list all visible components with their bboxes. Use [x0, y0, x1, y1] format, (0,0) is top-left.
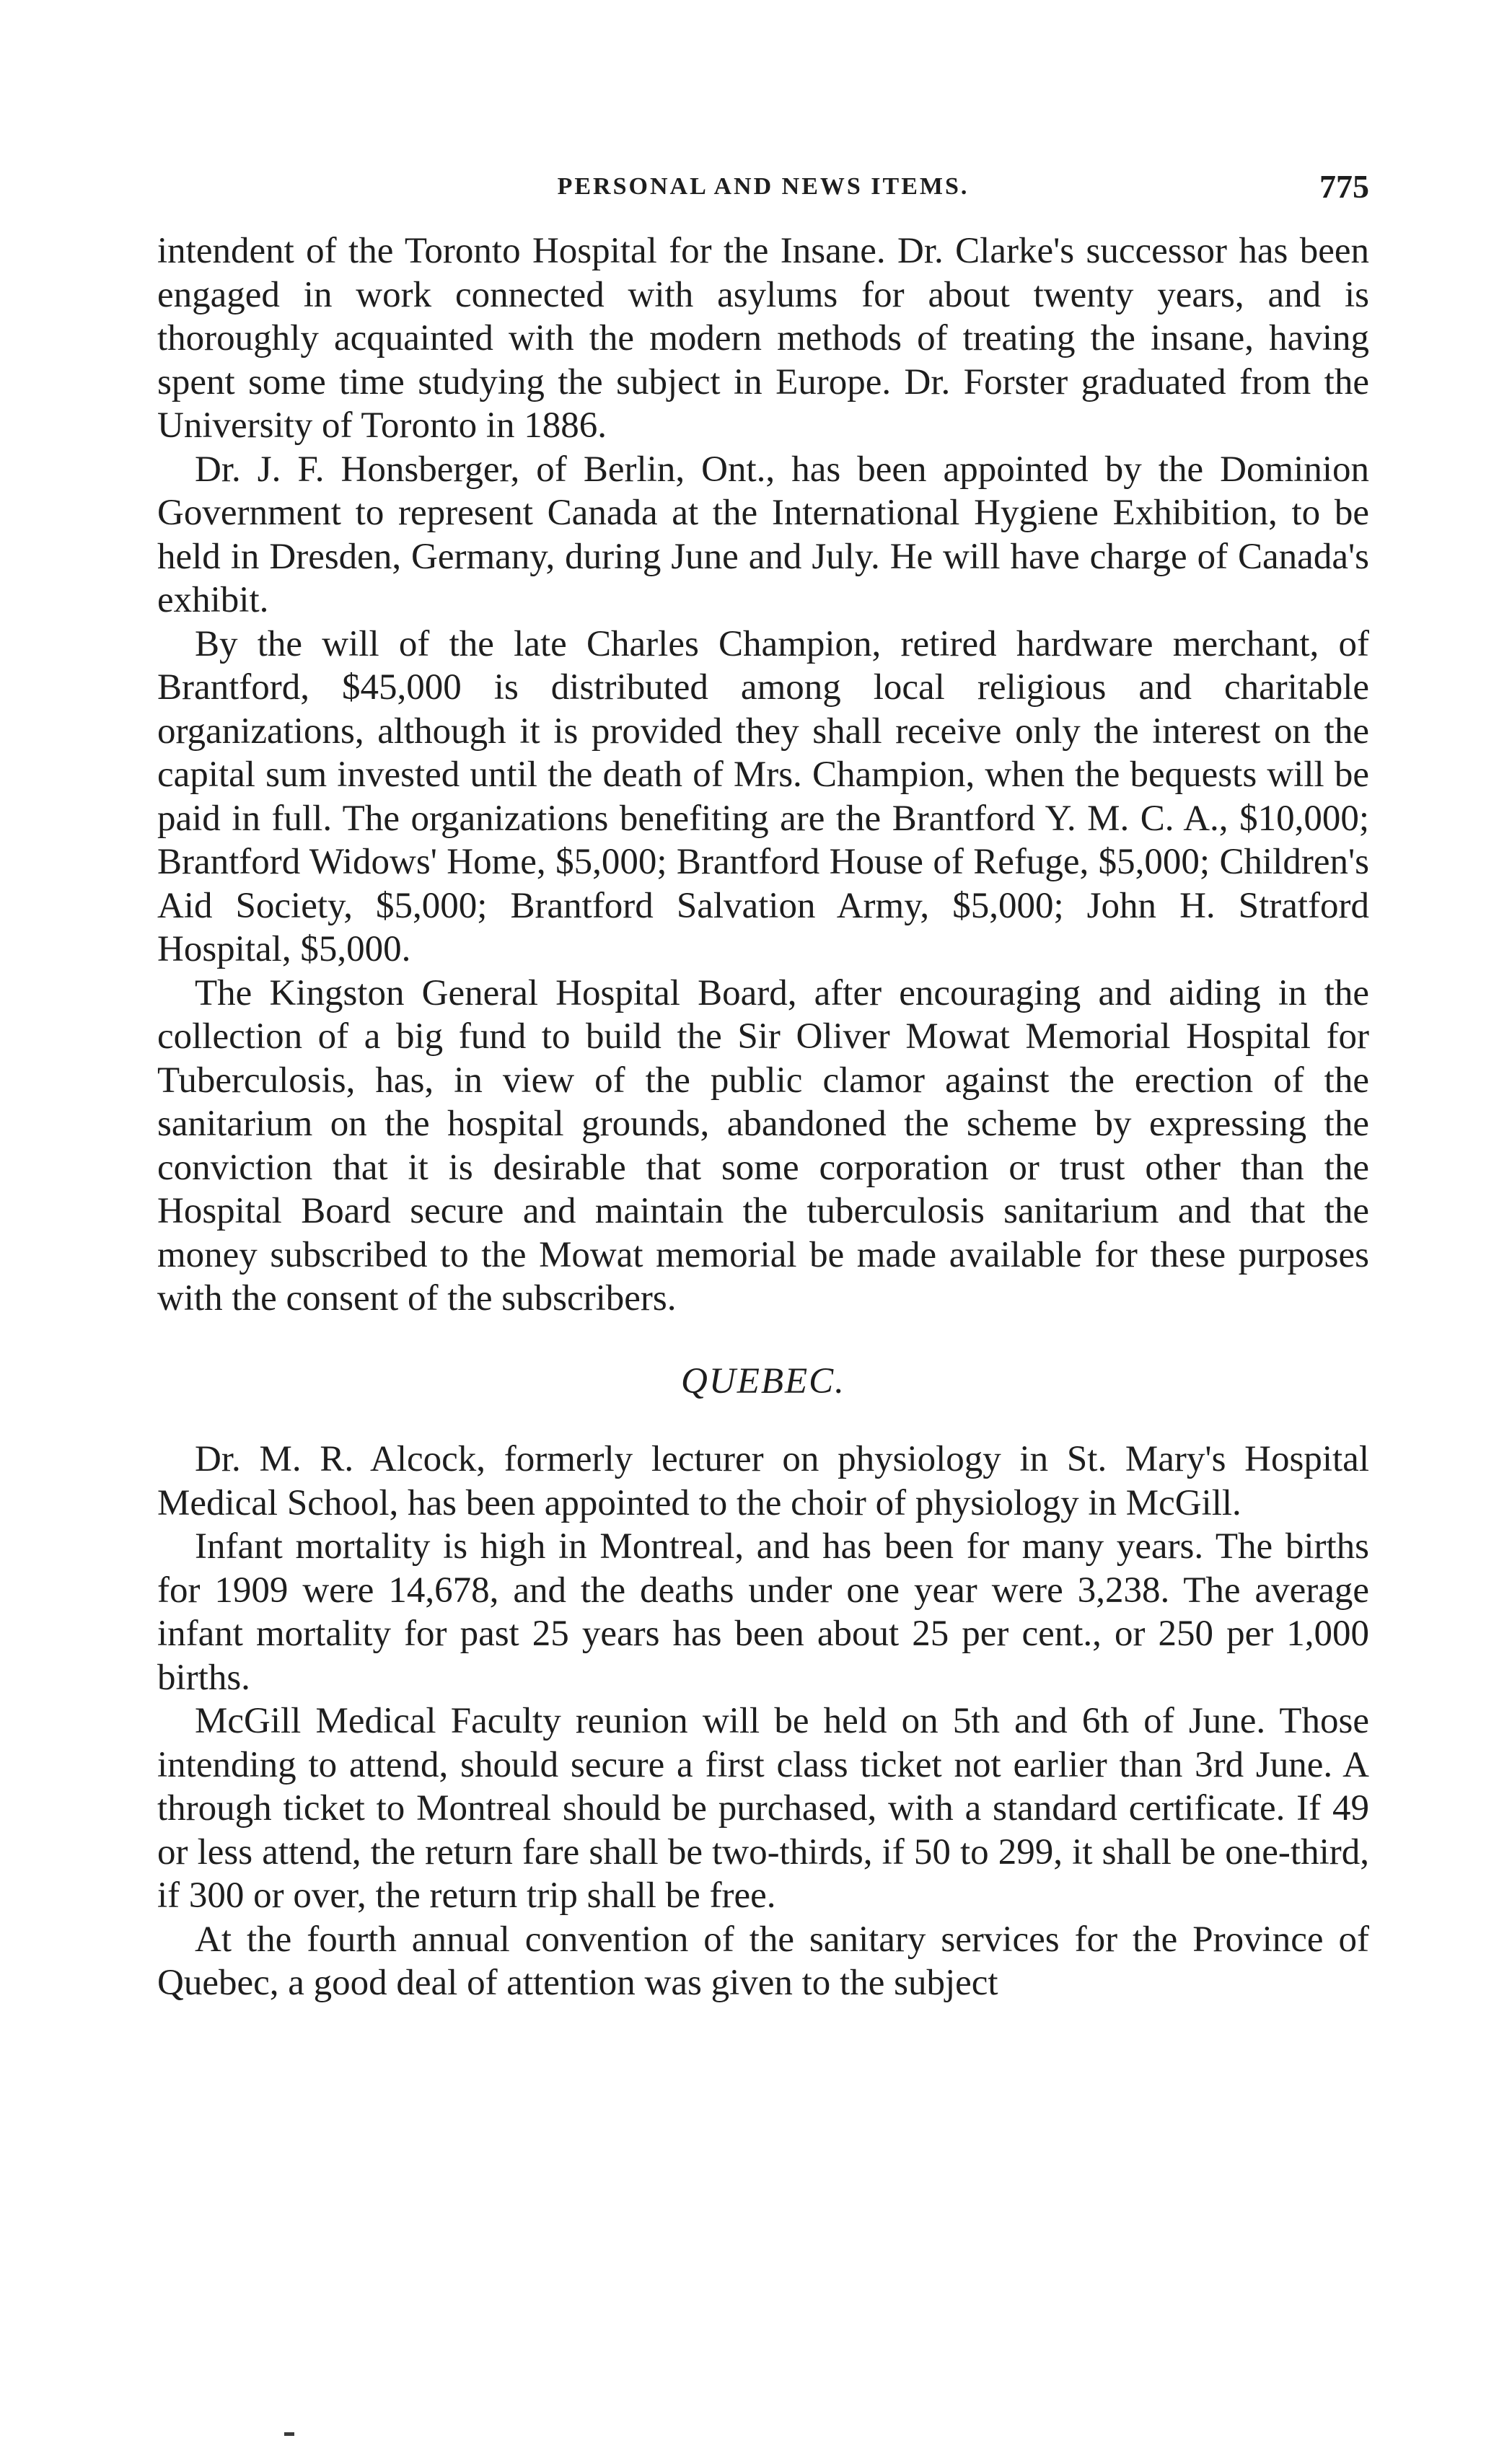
paragraph-kingston-hospital: The Kingston General Hospital Board, after encouraging and aiding in the collection of a big fund to build the Sir Oliver Mowat Memorial Hospital for Tuberculosis, has, in view of the public clamor against the erection of the sanitarium on the hospital grounds, abandoned the scheme by expressing the conviction that it is desirable that some corporation or trust other than the Hospital Board secure and maintain the tuberculosis sanitarium and that the money subscribed to the Mowat memorial be made available for these purposes with the consent of the subscribers. — [157, 972, 1369, 1319]
page-body — [157, 229, 1369, 2005]
page-number: 775 — [1319, 168, 1369, 205]
paragraph-honsberger: Dr. J. F. Honsberger, of Berlin, Ont., has been appointed by the Dominion Government to represent Canada at the International Hygiene Exhibition, to be held in Dresden, Germany, during June and July. He will have charge of Canada's exhibit. — [157, 449, 1369, 620]
paragraph-champion-will: By the will of the late Charles Champion, retired hardware merchant, of Brantford, $45,000 is distributed among local religious and charitable organizations, although it is provided they shall receive only the interest on the capital sum invested until the death of Mrs. Champion, when the bequests will be paid in full. The organizations benefiting are the Brantford Y. M. C. A., $10,000; Brantford Widows' Home, $5,000; Brantford House of Refuge, $5,000; Children's Aid Society, $5,000; Brantford Salvation Army, $5,000; John H. Stratford Hospital, $5,000. — [157, 623, 1369, 969]
running-head: PERSONAL AND NEWS ITEMS. — [557, 173, 970, 200]
section-heading-quebec: QUEBEC. — [681, 1360, 845, 1402]
paragraph-mcgill-reunion: McGill Medical Faculty reunion will be held on 5th and 6th of June. Those intending to attend, should secure a first class ticket not earlier than 3rd June. A through ticket to Montreal should be purchased, with a standard certificate. If 49 or less attend, the return fare shall be two-thirds, if 50 to 299, it shall be one-third, if 300 or over, the return trip shall be free. — [157, 1701, 1369, 1916]
page-header — [157, 167, 1369, 211]
footer-printer-mark — [284, 2432, 294, 2436]
paragraph-continued: intendent of the Toronto Hospital for the Insane. Dr. Clarke's successor has been engaged in work connected with asylums for about twenty years, and is thoroughly acquainted with the modern methods of treating the insane, having spent some time studying the subject in Europe. Dr. Forster graduated from the University of Toronto in 1886. — [157, 231, 1369, 446]
paragraph-sanitary-convention: At the fourth annual convention of the sanitary services for the Province of Quebec, a good deal of attention was given to the subject — [157, 1919, 1369, 2003]
paragraph-infant-mortality: Infant mortality is high in Montreal, and has been for many years. The births for 1909 were 14,678, and the deaths under one year were 3,238. The average infant mortality for past 25 years has been about 25 per cent., or 250 per 1,000 births. — [157, 1526, 1369, 1698]
paragraph-alcock: Dr. M. R. Alcock, formerly lecturer on physiology in St. Mary's Hospital Medical School, has been appointed to the choir of physiology in McGill. — [157, 1439, 1369, 1523]
